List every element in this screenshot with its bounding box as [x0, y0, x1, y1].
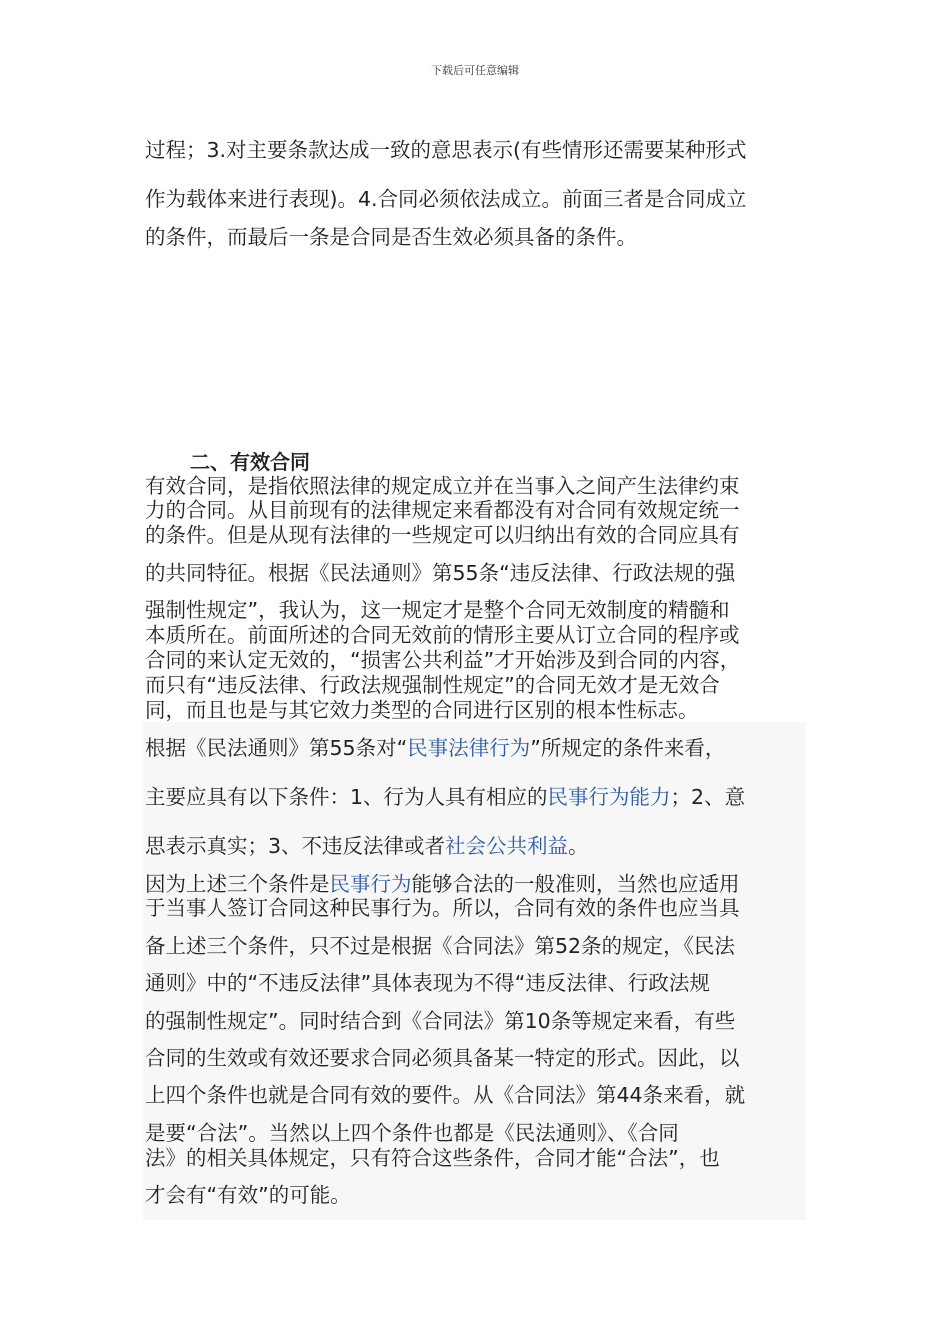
para3-line-1: [145, 871, 740, 897]
link-public-interest[interactable]: 社会公共利益: [445, 834, 569, 858]
link-civil-capacity[interactable]: 民事行为能力: [547, 785, 671, 809]
text: 根据《民法通则》第55条对“: [145, 736, 408, 760]
text: ”所规定的条件来看，: [530, 736, 726, 760]
section-title: 二、有效合同: [190, 450, 310, 474]
intro-line-3: 的条件，而最后一条是合同是否生效必须具备的条件。: [145, 225, 637, 249]
link-civil-juristic-act[interactable]: 民事法律行为: [407, 736, 531, 760]
para1-line: 的条件。但是从现有法律的一些规定可以归纳出有效的合同应具有: [145, 523, 740, 547]
text: 主要应具有以下条件：1、行为人具有相应的: [145, 785, 548, 809]
para1-line: 强制性规定”，我认为，这一规定才是整个合同无效制度的精髓和: [145, 598, 730, 622]
intro-line-1: 过程；3.对主要条款达成一致的意思表示(有些情形还需要某种形式: [145, 138, 747, 162]
page-header: 下载后可任意编辑: [431, 64, 519, 77]
para3-line: 法》的相关具体规定，只有符合这些条件，合同才能“合法”，也: [145, 1146, 720, 1170]
text: 。: [568, 834, 589, 858]
para3-line: 才会有“有效”的可能。: [145, 1183, 351, 1207]
link-civil-act[interactable]: 民事行为: [329, 872, 412, 896]
text: ；2、意: [670, 785, 746, 809]
para3-line: 上四个条件也就是合同有效的要件。从《合同法》第44条来看，就: [145, 1083, 746, 1107]
para3-line: 的强制性规定”。同时结合到《合同法》第10条等规定来看，有些: [145, 1009, 736, 1033]
para1-line: 合同的来认定无效的，“损害公共利益”才开始涉及到合同的内容，: [145, 648, 741, 672]
text: 能够合法的一般准则，当然也应适用: [411, 872, 740, 896]
para1-line: 有效合同，是指依照法律的规定成立并在当事入之间产生法律约束: [145, 474, 740, 498]
text: 思表示真实；3、不违反法律或者: [145, 834, 446, 858]
para3-line: 备上述三个条件，只不过是根据《合同法》第52条的规定，《民法: [145, 934, 735, 958]
para1-line: 的共同特征。根据《民法通则》第55条“违反法律、行政法规的强: [145, 561, 736, 585]
para3-line: 合同的生效或有效还要求合同必须具备某一特定的形式。因此，以: [145, 1046, 740, 1070]
para1-line: 力的合同。从目前现有的法律规定来看都没有对合同有效规定统一: [145, 498, 740, 522]
para1-line: 本质所在。前面所述的合同无效前的情形主要从订立合同的程序或: [145, 623, 740, 647]
para2-line-2: [145, 784, 745, 810]
intro-line-2: 作为载体来进行表现)。4.合同必须依法成立。前面三者是合同成立: [145, 187, 747, 211]
para2-line-3: [145, 833, 589, 859]
para3-line: 通则》中的“不违反法律”具体表现为不得“违反法律、行政法规: [145, 971, 710, 995]
para3-line: 于当事人签订合同这种民事行为。所以，合同有效的条件也应当具: [145, 896, 740, 920]
para2-line-1: [145, 735, 725, 761]
para1-line: 同，而且也是与其它效力类型的合同进行区别的根本性标志。: [145, 698, 699, 722]
para1-line: 而只有“违反法律、行政法规强制性规定”的合同无效才是无效合: [145, 673, 720, 697]
text: 因为上述三个条件是: [145, 872, 330, 896]
para3-line: 是要“合法”。当然以上四个条件也都是《民法通则》、《合同: [145, 1121, 679, 1145]
